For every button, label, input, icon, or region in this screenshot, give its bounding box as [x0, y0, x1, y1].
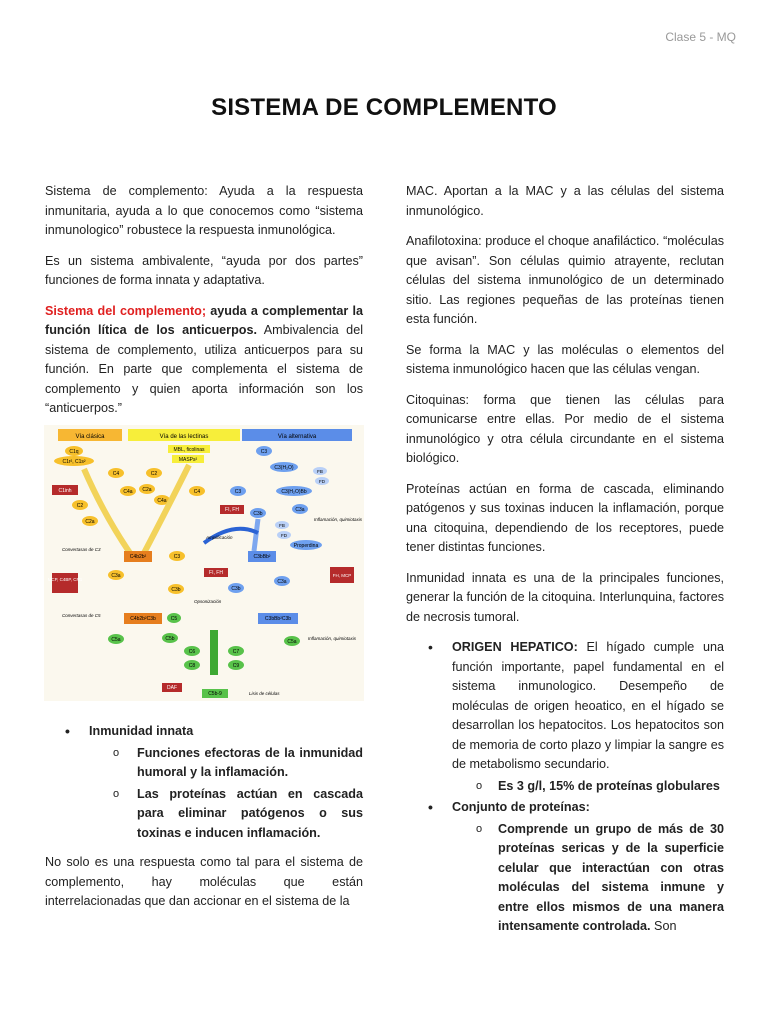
c3h2o-node: C3(H₂O) [274, 465, 294, 471]
amplificacion-label: Amplificación [206, 535, 233, 540]
c1r-node: C1r², C1s² [62, 459, 86, 465]
left-column [45, 182, 363, 430]
c6-node: C6 [188, 649, 196, 655]
c3a-node-c: C3a [277, 579, 287, 585]
right-paragraph-5: Proteínas actúan en forma de cascada, eliminando patógenos y sus toxinas inducen la inflamación, porque una citoquina, dependiendo de los receptores, puede tener distintas funciones. [406, 481, 724, 554]
left-paragraph-1: Sistema de complemento: Ayuda a la respuesta inmunitaria, ayuda a lo que conocemos como “sistema inmunologico” robustece la respuesta inmunológica. [45, 184, 363, 237]
c3b-node-a: C3b [253, 511, 263, 517]
c8-node: C8 [188, 663, 196, 669]
c5b-node: C5b [165, 636, 175, 642]
c4a-node-a: C4a [123, 489, 133, 495]
inflamacion-label-b: Inflamación, quimiotaxis [308, 636, 357, 641]
c4-node-a: C4 [112, 471, 120, 477]
bullet-origen-hepatico [406, 638, 724, 775]
c3a-node-a: C3a [295, 507, 305, 513]
c2-node-b: C2 [150, 471, 158, 477]
left-column-lower [45, 722, 363, 923]
c9-node: C9 [232, 663, 240, 669]
via-lectinas-label: Vía de las lectinas [159, 434, 209, 440]
origen-hepatico-label: ORIGEN HEPATICO: [452, 640, 578, 654]
c3h2obb-node: C3(H₂O)Bb [281, 489, 307, 495]
c3-node-alt2: C3 [234, 489, 242, 495]
c2a-node-a: C2a [85, 519, 95, 525]
sub-bullet-proteinas: o Las proteínas actúan en cascada para eliminar patógenos o sus toxinas e inducen inflamación. [45, 785, 363, 844]
right-paragraph-1: MAC. Aportan a la MAC y a las células del sistema inmunológico. [406, 184, 724, 218]
left-paragraph-4: No solo es una respuesta como tal para el sistema de complemento, hay moléculas que están interrelacionadas que dan accionar en el sistema de la [45, 855, 363, 908]
c4-node-b: C4 [193, 489, 201, 495]
fb-node-b: FB [279, 523, 285, 528]
fd-node-b: FD [281, 533, 287, 538]
highlight-red: Sistema del complemento; [45, 303, 207, 318]
page-title: SISTEMA DE COMPLEMENTO [211, 94, 557, 121]
c4a-node-b: C4a [157, 498, 167, 504]
c7-node: C7 [232, 649, 240, 655]
daf-node: DAF [167, 685, 177, 691]
c5a-node-b: C5a [287, 639, 297, 645]
c4b2bc3b-node: C4b2b²C3b [130, 616, 156, 622]
right-paragraph-3: Se forma la MAC y las moléculas o elementos del sistema inmunológico hacen que las células vengan. [406, 342, 724, 376]
opsonizacion-label: Opsonización [194, 599, 222, 604]
sub-bullet-funciones: o Funciones efectoras de la inmunidad humoral y la inflamación. [45, 744, 363, 783]
paragraph-rest: Ambivalencia del sistema de complemento, utiliza anticuerpos para su función. En parte que complementa el sistema de complemento y quien aporta información son los “anticuerpos.” [45, 323, 363, 415]
properdina-node: Properdina [293, 543, 319, 549]
left-paragraph-3 [45, 302, 363, 419]
right-column [406, 182, 724, 939]
c3bbb-node: C3bBb² [253, 554, 271, 560]
c3b-node-c: C3b [231, 586, 241, 592]
c4b2b-node: C4b2b² [129, 554, 147, 560]
c5b9-node: C5b-9 [208, 691, 222, 697]
c1q-node: C1q [69, 449, 79, 455]
c2a-node-b: C2a [142, 487, 152, 493]
origen-hepatico-text: El hígado cumple una función importante, papel fundamental en el sistema inmunologico. Desempeño de moléculas de origen heoatico, en el hígado se desarrollan los hepatocitos. Los hepatocitos son de memoria de corto plazo y limpiar la sangre es de metabolismo secundario. [452, 640, 724, 771]
left-paragraph-2: Es un sistema ambivalente, “ayuda por dos partes” funciones de forma innata y adaptativa. [45, 253, 363, 287]
c1inh-node: C1inh [58, 488, 72, 494]
fb-node-a: FB [317, 469, 323, 474]
convertasas-c5-label: Convertasas de C5 [62, 613, 101, 618]
c5a-node-a: C5a [111, 637, 121, 643]
sub-bullet-comprende [406, 820, 724, 937]
c3-node-alt: C3 [260, 449, 268, 455]
fifh-node-b: FI, FH [209, 570, 223, 576]
mbl-node: MBL, ficolinas [173, 447, 205, 453]
right-paragraph-6: Inmunidad innata es una de la principales funciones, generar la función de la citoquina. Interlunquina, factores de necrosis tumoral. [406, 570, 724, 624]
convertasas-c3-label: Convertasas de C3 [62, 547, 101, 552]
highlight-bold: ayuda a complementar la función lítica de los anticuerpos. [45, 303, 363, 337]
c3a-node-b: C3a [111, 573, 121, 579]
complement-pathway-diagram [44, 425, 364, 701]
bullet-inmunidad-innata: • Inmunidad innata [45, 722, 363, 742]
mcp-node: MCP, C4BP, CR1 [47, 577, 83, 582]
right-paragraph-2: Anafilotoxina: produce el choque anafiláctico. “moléculas que avisan”. Son células quimio atrayente, reclutan células del sistema inmunológico de un determinado sitio. Las regiones pequeñas de las proteínas tienen esta función. [406, 234, 724, 326]
comprende-tail: Son [650, 919, 677, 933]
via-clasica-label: Vía clásica [75, 434, 105, 440]
via-alternativa-label: Vía alternativa [277, 434, 317, 440]
right-bullet-list [406, 638, 724, 937]
c5-node: C5 [170, 616, 178, 622]
fhmcp-node: FH, MCP [332, 573, 352, 578]
right-paragraph-4: Citoquinas: forma que tienen las células para comunicarse entre ellas. Por medio de el sistema inmunológico y otra célula circundante en el sistema biológico. [406, 392, 724, 465]
header-note: Clase 5 - MQ [665, 30, 736, 44]
c3bbbc3b-node: C3bBb²C3b [264, 616, 292, 622]
inflamacion-label-a: Inflamación, quimiotaxis [314, 517, 363, 522]
left-bullet-list [45, 722, 363, 843]
comprende-bold: Comprende un grupo de más de 30 proteínas sericas y de la superficie celular que interactúan con otras moléculas del sistema inmune y entre ellos mismos de una manera intensamente controlada. [498, 821, 724, 933]
fifh-node-a: FI, FH [225, 507, 239, 513]
bullet-conjunto-proteinas: • Conjunto de proteínas: [406, 798, 724, 818]
c3b-node-b: C3b [171, 587, 181, 593]
c3-node-mid: C3 [173, 554, 181, 560]
sub-bullet-globulares: o Es 3 g/l, 15% de proteínas globulares [406, 777, 724, 797]
fd-node-a: FD [319, 479, 325, 484]
masps-node: MASPs² [178, 457, 198, 463]
c2-node-a: C2 [76, 503, 84, 509]
lisis-label: Lisis de células [249, 691, 280, 696]
